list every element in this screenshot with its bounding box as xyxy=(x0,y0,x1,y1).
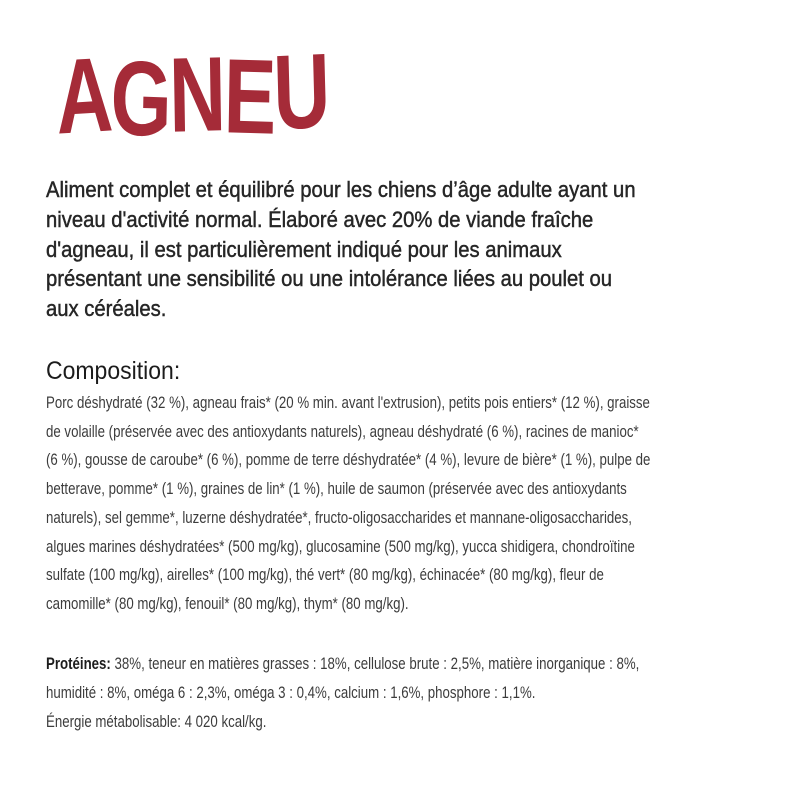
analysis-values: 38%, teneur en matières grasses : 18%, cellulose brute : 2,5%, matière inorganique : 8%, xyxy=(110,654,640,673)
composition-line: (6 %), gousse de caroube* (6 %), pomme de terre déshydratée* (4 %), levure de bière* (1 %), pulpe de xyxy=(46,450,651,470)
analysis-line xyxy=(46,649,639,678)
composition-line: naturels), sel gemme*, luzerne déshydratée*, fructo-oligosaccharides et mannane-oligosaccharides, xyxy=(46,507,632,527)
intro-line: présentant une sensibilité ou une intolérance liées au poulet ou xyxy=(46,266,613,292)
composition-line: de volaille (préservée avec des antioxydants naturels), agneau déshydraté (6 %), racines de manioc* xyxy=(46,421,639,441)
analysis-line: humidité : 8%, oméga 6 : 2,3%, oméga 3 : 0,4%, calcium : 1,6%, phosphore : 1,1%. xyxy=(46,683,536,702)
intro-line: d'agneau, il est particulièrement indiqué pour les animaux xyxy=(46,236,562,262)
energy-line: Énergie métabolisable: 4 020 kcal/kg. xyxy=(46,712,267,731)
intro-paragraph xyxy=(46,175,636,324)
intro-line: Aliment complet et équilibré pour les chiens d’âge adulte ayant un xyxy=(46,177,636,202)
analytical-constituents xyxy=(46,649,639,736)
composition-line: camomille* (80 mg/kg), fenouil* (80 mg/kg), thym* (80 mg/kg). xyxy=(46,593,409,613)
composition-line: betterave, pomme* (1 %), graines de lin* (1 %), huile de saumon (préservée avec des antioxydants xyxy=(46,479,627,499)
composition-heading: Composition: xyxy=(46,357,181,385)
composition-line: Porc déshydraté (32 %), agneau frais* (20 % min. avant l'extrusion), petits pois entiers* (12 %), graisse xyxy=(46,393,650,412)
composition-line: algues marines déshydratées* (500 mg/kg), glucosamine (500 mg/kg), yucca shidigera, chondroïtine xyxy=(46,536,635,556)
proteins-label: Protéines: xyxy=(46,654,111,673)
composition-line: sulfate (100 mg/kg), airelles* (100 mg/kg), thé vert* (80 mg/kg), échinacée* (80 mg/kg), fleur de xyxy=(46,565,604,585)
intro-line: niveau d'activité normal. Élaboré avec 20% de viande fraîche xyxy=(46,206,594,232)
intro-line: aux céréales. xyxy=(46,296,167,322)
composition-paragraph xyxy=(46,389,650,619)
product-title: AGNEU xyxy=(54,31,330,160)
